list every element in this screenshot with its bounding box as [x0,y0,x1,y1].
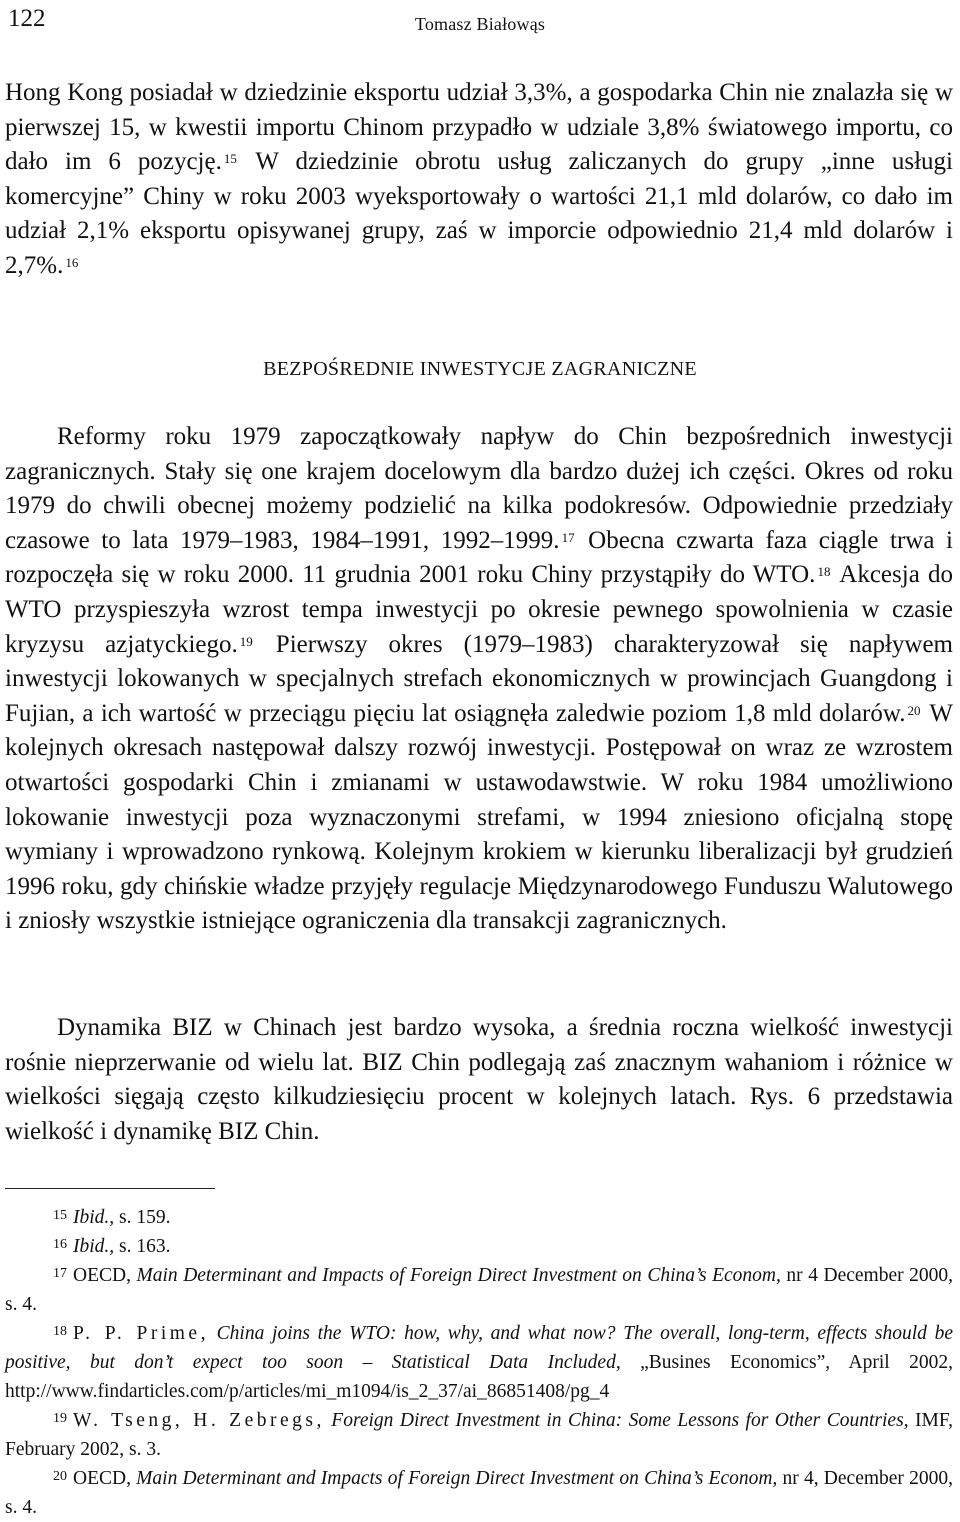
dynamics-paragraph: Dynamika BIZ w Chinach jest bardzo wysoka, a średnia roczna wielkość inwestycji rośnie nieprzerwanie od wielu lat. BIZ Chin podlegają zaś znacznym wahaniom i różnice w wielkości sięgają często kilkudziesięciu procent w kolejnych latach. Rys. 6 przedstawia wielkość i dynamikę BIZ Chin. [5,1014,953,1145]
footnote-18 [5,1319,953,1406]
footnote-ref-17[interactable]: 17 [561,529,575,545]
footnote-author: P. P. Prime, [73,1323,209,1344]
intro-text-1: Hong Kong posiadał w dziedzinie eksportu udział 3,3%, a gospodarka Chin nie znalazła się w pierwszej 15, w kwestii importu Chinom przypadło w udziale 3,8% światowego importu, co dało im 6 pozycję. [5,79,953,176]
section-heading: BEZPOŚREDNIE INWESTYCJE ZAGRANICZNE [263,358,697,380]
footnote-ref-20[interactable]: 20 [907,702,921,718]
footnote-text: s. 159. [114,1207,171,1228]
footnote-italic: Foreign Direct Investment in China: Some Lessons for Other Countries, [324,1410,909,1431]
footnote-15 [5,1203,953,1232]
footnote-19 [5,1406,953,1464]
footnote-number: 20 [53,1469,67,1484]
footnote-number: 15 [53,1208,67,1223]
footnote-text[interactable]: „Busines Economics”, April 2002, http://www.findarticles.com/p/articles/mi_m1094/is_2_37/ai_86851408/pg_4 [5,1352,953,1402]
footnote-number: 18 [53,1324,67,1339]
footnote-author: W. Tseng, H. Zebregs, [73,1410,325,1431]
footnote-text: nr 4 December 2000, s. 4. [5,1265,954,1315]
footnote-italic: Ibid., [73,1236,115,1257]
footnote-italic: Main Determinant and Impacts of Foreign Direct Investment on China’s Econom, [136,1265,781,1286]
footnote-17 [5,1261,953,1319]
footnote-italic: Ibid., [73,1207,115,1228]
main-text-2: Obecna czwarta faza ciągle trwa i rozpoczęła się w roku 2000. 11 grudnia 2001 roku Chiny przystąpiły do WTO. [5,526,954,589]
footnote-ref-18[interactable]: 18 [817,564,831,580]
intro-paragraph [5,76,953,284]
footnotes [5,1203,953,1522]
footnote-text: s. 163. [114,1236,171,1257]
running-head: Tomasz Białowąs [414,14,546,34]
footnote-text: nr 4, December 2000, s. 4. [5,1468,953,1518]
main-paragraph [5,420,953,939]
footnote-lead: OECD, [73,1468,137,1489]
footnote-16 [5,1232,953,1261]
footnote-number: 16 [53,1237,67,1252]
footnote-italic: Main Determinant and Impacts of Foreign Direct Investment on China’s Econom, [136,1468,778,1489]
intro-text-2: W dziedzinie obrotu usług zaliczanych do grupy „inne usługi komercyjne” Chiny w roku 2003 wyeksportowały o wartości 21,1 mld dolarów, co dało im udział 2,1% eksportu opisywanej grupy, zaś w imporcie odpowiednio 21,4 mld dolarów i 2,7%. [5,148,953,279]
footnote-ref-15[interactable]: 15 [223,151,237,167]
footnote-separator [5,1188,215,1189]
footnote-ref-19[interactable]: 19 [239,633,253,649]
footnote-text: IMF, February 2002, s. 3. [5,1410,953,1460]
footnote-ref-16[interactable]: 16 [65,254,79,270]
main-text-5: W kolejnych okresach następował dalszy rozwój inwestycji. Postępował on wraz ze wzrostem otwartości gospodarki Chin i zmianami w ustawodawstwie. W roku 1984 umożliwiono lokowanie inwestycji poza wyznaczonymi strefami, w 1994 zniesiono oficjalną stopę wymiany i wprowadzono rynkową. Kolejnym krokiem w kierunku liberalizacji był grudzień 1996 roku, gdy chińskie władze przyjęły regulacje Międzynarodowego Funduszu Walutowego i zniosły wszystkie istniejące ograniczenia dla transakcji zagranicznych. [5,699,953,935]
page-number: 122 [8,5,46,32]
footnote-number: 17 [53,1266,67,1281]
footnote-italic: China joins the WTO: how, why, and what now? The overall, long-term, effects should be positive, but don’t expect too soon – Statistical Data Included, [5,1323,954,1373]
footnote-lead: OECD, [73,1265,137,1286]
main-text-3: Akcesja do WTO przyspieszyła wzrost tempa inwestycji po okresie pewnego spowolnienia w czasie kryzysu azjatyckiego. [5,561,953,658]
main-text-1: Reformy roku 1979 zapoczątkowały napływ do Chin bezpośrednich inwestycji zagranicznych. Stały się one krajem docelowym dla bardzo dużej ich części. Okres od roku 1979 do chwili obecnej możemy podzielić na kilka podokresów. Odpowiednie przedziały czasowe to lata 1979–1983, 1984–1991, 1992–1999. [5,423,953,554]
main-text-4: Pierwszy okres (1979–1983) charakteryzował się napływem inwestycji lokowanych w specjalnych strefach ekonomicznych w prowincjach Guangdong i Fujian, a ich wartość w przeciągu pięciu lat osiągnęła zaledwie poziom 1,8 mld dolarów. [5,630,954,727]
footnote-number: 19 [53,1411,67,1426]
footnote-20 [5,1464,953,1522]
